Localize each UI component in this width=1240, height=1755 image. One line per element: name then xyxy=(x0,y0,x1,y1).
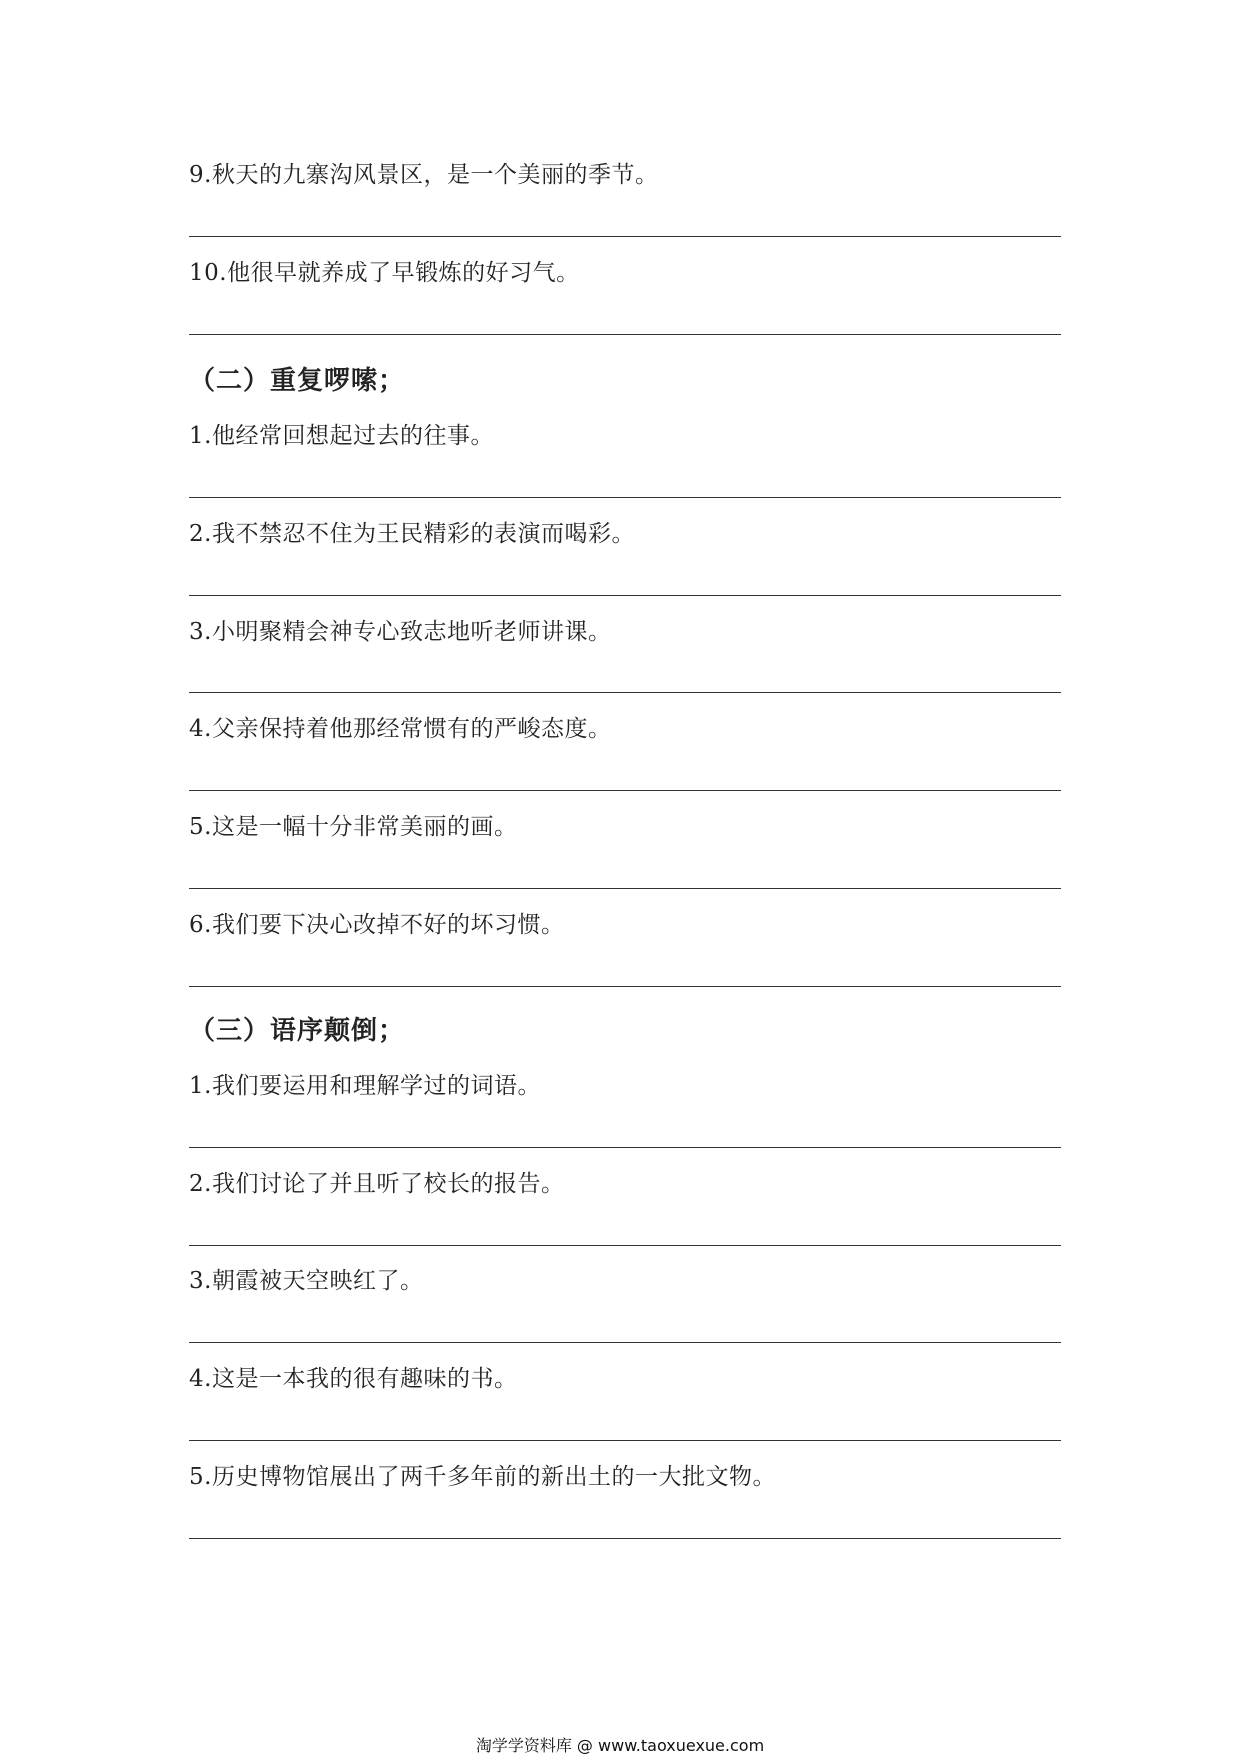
question-2-4: 4.父亲保持着他那经常惯有的严峻态度。 xyxy=(189,716,612,742)
answer-line-2-2[interactable] xyxy=(189,595,1061,596)
question-2-2: 2.我不禁忍不住为王民精彩的表演而喝彩。 xyxy=(189,521,635,547)
answer-line-3-2[interactable] xyxy=(189,1245,1061,1246)
section-heading-repetition: （二）重复啰嗦； xyxy=(189,366,406,396)
answer-line-2-3[interactable] xyxy=(189,692,1061,693)
question-3-5: 5.历史博物馆展出了两千多年前的新出土的一大批文物。 xyxy=(189,1464,776,1490)
question-3-4: 4.这是一本我的很有趣味的书。 xyxy=(189,1366,518,1392)
answer-line-3-3[interactable] xyxy=(189,1342,1061,1343)
question-3-2: 2.我们讨论了并且听了校长的报告。 xyxy=(189,1171,565,1197)
answer-line-2-1[interactable] xyxy=(189,497,1061,498)
question-9: 9.秋天的九寨沟风景区，是一个美丽的季节。 xyxy=(189,162,659,188)
answer-line-9[interactable] xyxy=(189,236,1061,237)
question-2-5: 5.这是一幅十分非常美丽的画。 xyxy=(189,814,518,840)
question-3-1: 1.我们要运用和理解学过的词语。 xyxy=(189,1073,541,1099)
section-heading-word-order: （三）语序颠倒； xyxy=(189,1016,406,1046)
question-2-1: 1.他经常回想起过去的往事。 xyxy=(189,423,494,449)
answer-line-3-5[interactable] xyxy=(189,1538,1061,1539)
answer-line-3-4[interactable] xyxy=(189,1440,1061,1441)
question-3-3: 3.朝霞被天空映红了。 xyxy=(189,1268,424,1294)
answer-line-10[interactable] xyxy=(189,334,1061,335)
footer-watermark: 淘学学资料库 @ www.taoxuexue.com xyxy=(475,1736,765,1755)
question-2-3: 3.小明聚精会神专心致志地听老师讲课。 xyxy=(189,619,612,645)
answer-line-3-1[interactable] xyxy=(189,1147,1061,1148)
question-10: 10.他很早就养成了早锻炼的好习气。 xyxy=(189,260,580,286)
question-2-6: 6.我们要下决心改掉不好的坏习惯。 xyxy=(189,912,565,938)
answer-line-2-6[interactable] xyxy=(189,986,1061,987)
answer-line-2-4[interactable] xyxy=(189,790,1061,791)
answer-line-2-5[interactable] xyxy=(189,888,1061,889)
